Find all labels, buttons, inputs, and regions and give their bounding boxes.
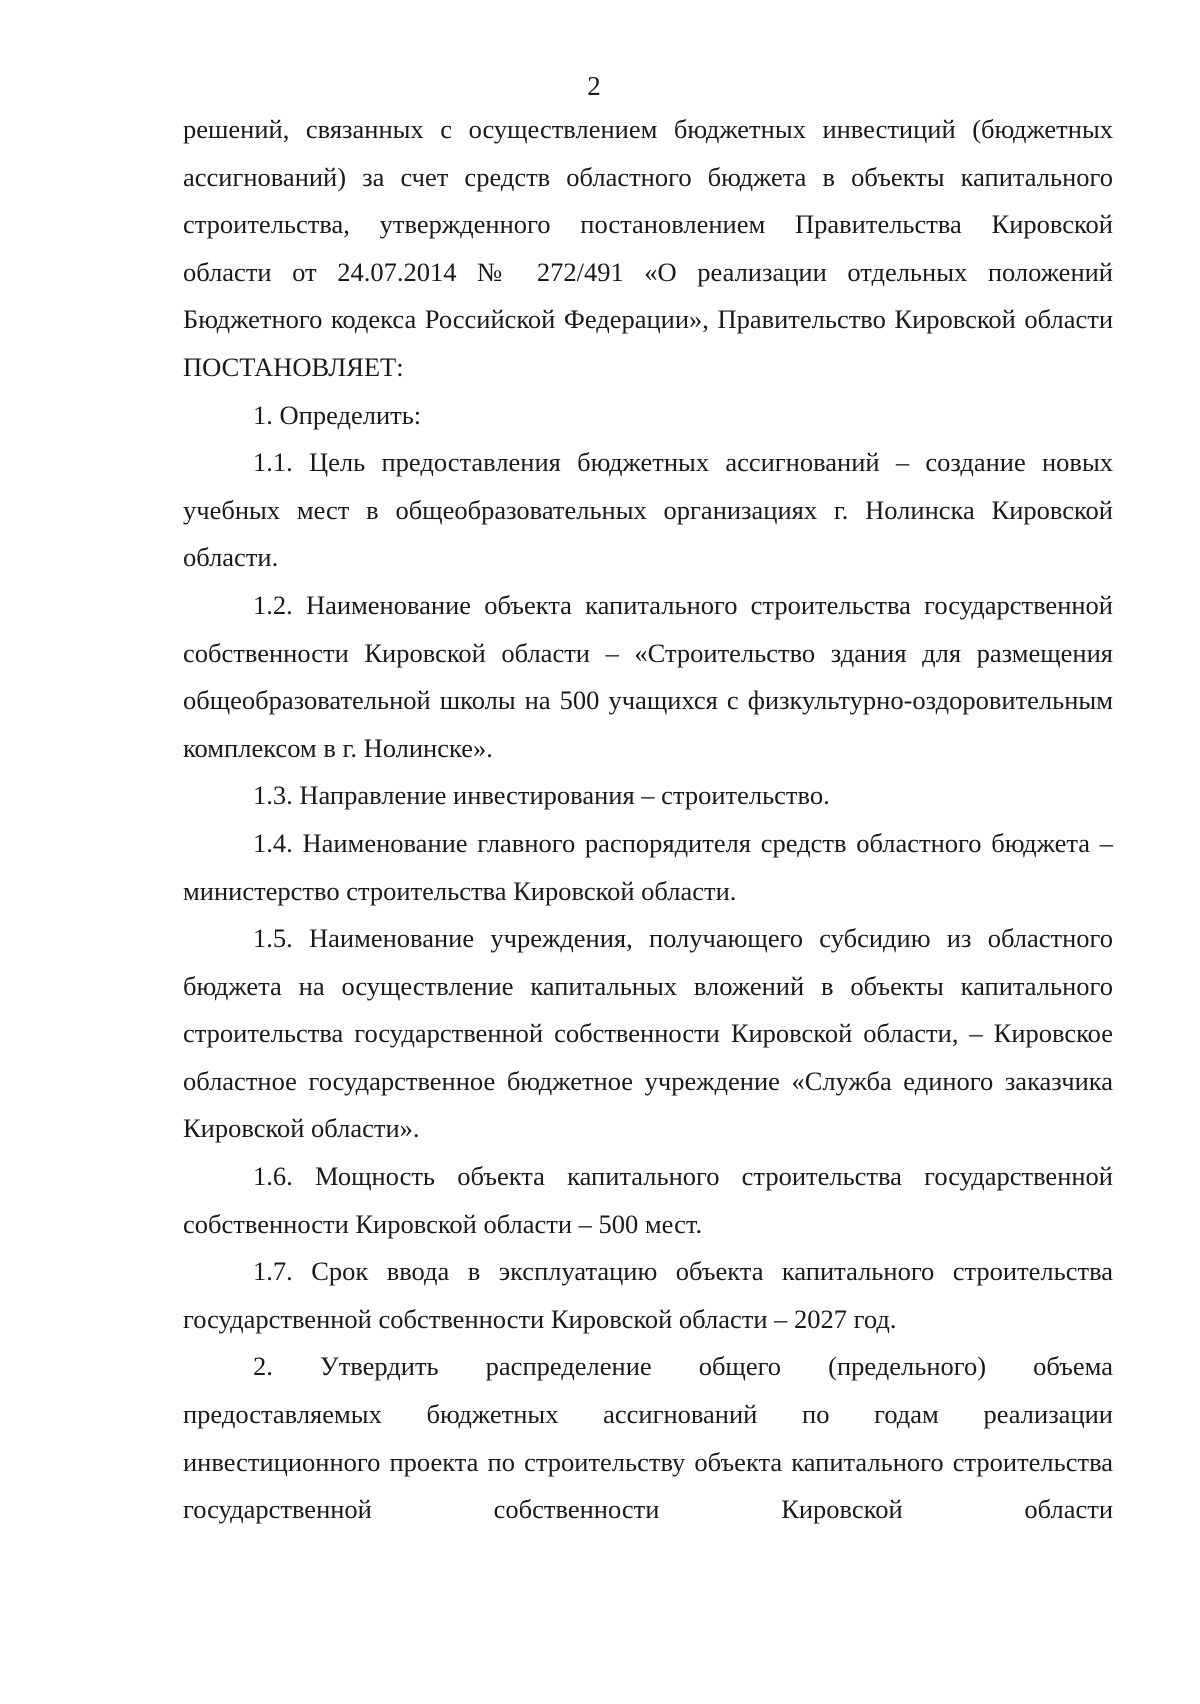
paragraph-item-2: 2. Утвердить распределение общего (предельного) объема предоставляемых бюджетных ассигнований по годам реализации инвестиционного проекта по строительству объекта капитального строительства государственной собственности Кировской области (183, 1351, 1113, 1525)
document-body (183, 106, 1113, 1534)
paragraph-item-1-4: 1.4. Наименование главного распорядителя средств областного бюджета – министерство строительства Кировской области. (183, 827, 1113, 906)
paragraph-item-1-2: 1.2. Наименование объекта капитального строительства государственной собственности Кировской области – «Строительство здания для размещения общеобразовательной школы на 500 учащихся с физкультурно-оздоровительным комплексом в г. Нолинске». (183, 589, 1113, 763)
page-number: 2 (587, 71, 601, 101)
paragraph-item-1-5: 1.5. Наименование учреждения, получающего субсидию из областного бюджета на осуществление капитальных вложений в объекты капитального строительства государственной собственности Кировской области, – Кировское областное государственное бюджетное учреждение «Служба единого заказчика Кировской области». (183, 923, 1113, 1144)
paragraph-item-1-1: 1.1. Цель предоставления бюджетных ассигнований – создание новых учебных мест в общеобразовательных организациях г. Нолинска Кировской области. (183, 447, 1113, 573)
paragraph-item-1-3: 1.3. Направление инвестирования – строительство. (253, 780, 830, 811)
paragraph-item-1: 1. Определить: (253, 399, 422, 430)
paragraph-item-1-7: 1.7. Срок ввода в эксплуатацию объекта капитального строительства государственной собственности Кировской области – 2027 год. (183, 1256, 1113, 1334)
paragraph-item-1-6: 1.6. Мощность объекта капитального строительства государственной собственности Кировской области – 500 мест. (183, 1161, 1113, 1239)
paragraph-preamble-continuation: решений, связанных с осуществлением бюджетных инвестиций (бюджетных ассигнований) за счет средств областного бюджета в объекты капитального строительства, утвержденного постановлением Правительства Кировской области от 24.07.2014 № 272/491 «О реализации отдельных положений Бюджетного кодекса Российской Федерации», Правительство Кировской области ПОСТАНОВЛЯЕТ: (183, 114, 1113, 382)
